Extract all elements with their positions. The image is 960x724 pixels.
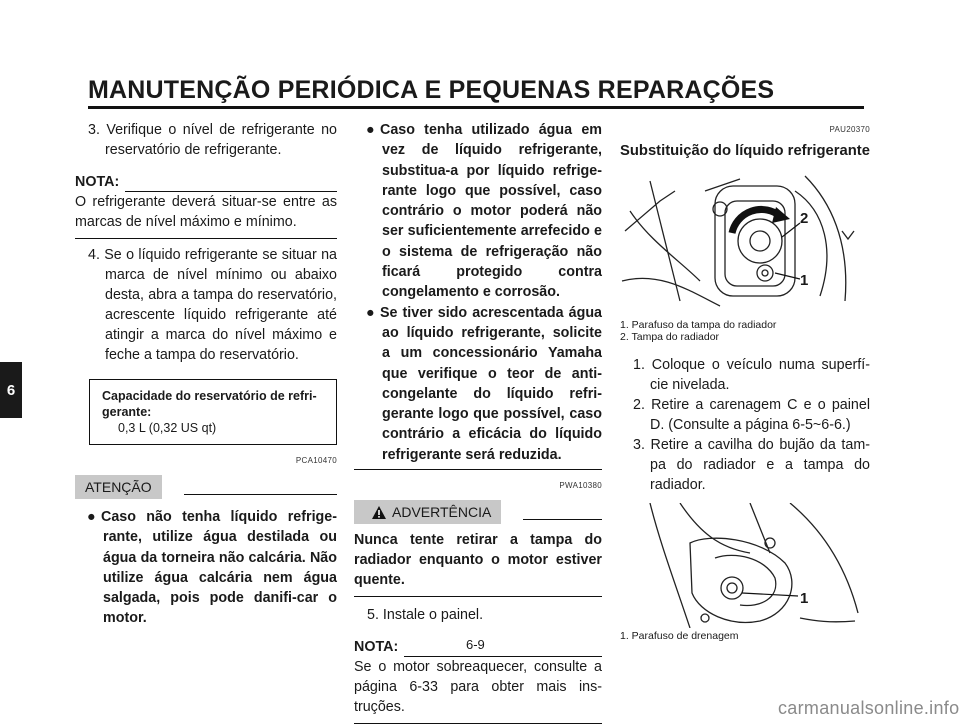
section-title: Substituição do líquido refrigerante: [620, 143, 870, 159]
title-divider: [88, 106, 864, 109]
warning-code: PWA10380: [559, 481, 602, 491]
watermark: carmanualsonline.info: [778, 698, 960, 718]
nota-rule-2: [404, 642, 602, 657]
warning-label: ADVERTÊNCIA: [392, 504, 492, 521]
warning-triangle-icon: [372, 506, 386, 519]
nota-heading: [75, 172, 337, 192]
warning-end-rule: [354, 596, 602, 597]
fig1-caption-1: 1. Parafuso da tampa do radiador: [620, 319, 777, 331]
step-3-text: 3. Verifique o nível de refrigerante no reservatório de refrigerante.: [88, 122, 337, 158]
bullet-2: [354, 303, 602, 465]
spec-box: [89, 379, 337, 445]
nota-text: O refrigerante deverá situar-se entre as marcas de nível máximo e mínimo.: [75, 192, 337, 239]
caution-rule: [184, 480, 337, 495]
warning-rule: [523, 505, 602, 520]
column-3: [620, 120, 870, 642]
warning-heading: [354, 500, 602, 524]
bullet-icon: ●: [366, 304, 375, 321]
step-2-text: 2. Retire a carenagem C e o painel D. (Consulte a página 6-5~6-6.): [633, 397, 870, 433]
caution-end-rule: [354, 469, 602, 470]
step-1-text: 1. Coloque o veículo numa superfí-cie nivelada.: [633, 357, 870, 393]
column-2: [354, 120, 602, 724]
section-code: PAU20370: [829, 125, 870, 134]
spec-value: 0,3 L (0,32 US qt): [118, 421, 217, 435]
fig1-caption-2: 2. Tampa do radiador: [620, 331, 720, 343]
radiator-cap-illustration: [620, 171, 860, 311]
fig1-callout-2: 2: [800, 210, 809, 227]
caution-code: PCA10470: [295, 456, 337, 465]
spec-label: Capacidade do reservatório de refri-gerante:: [102, 389, 317, 419]
caution-label: ATENÇÃO: [85, 479, 152, 495]
radiator-cap-figure: [620, 171, 860, 311]
warning-text: Nunca tente retirar a tampa do radiador enquanto o motor estiver quente.: [354, 532, 602, 589]
fig1-callout-1: 1: [800, 272, 809, 289]
step-4-text: 4. Se o líquido refrigerante se situar na marca de nível mínimo ou abaixo desta, abra a tampa do reservatório, acrescente líquido refrigerante até atingir a marca do nível máximo e feche a tampa do reservatório.: [88, 247, 337, 363]
step-3-text-col3: 3. Retire a cavilha do bujão da tam-pa do radiador e a tampa do radiador.: [633, 437, 870, 493]
bullet-1-text: Caso tenha utilizado água em vez de líquido refrigerante, substitua-a por líquido refrige-rante logo que possível, caso contrário o motor poderá não ser suficientemente arrefecido e o sistema de refrigeração não ficará protegido contra congelamento e corrosão.: [380, 122, 602, 301]
fig2-callout-1: 1: [800, 590, 809, 607]
page-number: 6-9: [466, 637, 485, 652]
bullet-icon: ●: [366, 122, 375, 138]
nota-text-2: Se o motor sobreaquecer, consulte a página 6-33 para obter mais ins-truções.: [354, 657, 602, 724]
nota-rule: [125, 177, 337, 192]
caution-text: Caso não tenha líquido refrige-rante, utilize água destilada ou água da torneira não calcária. Não utilize água calcária nem água salgada, pois pode danifi-car o motor.: [101, 509, 337, 627]
bullet-2-text: Se tiver sido acrescentada água ao líquido refrigerante, solicite a um concessionário Yamaha que verifique o teor de anti-congelante do líquido refri-gerante logo que possível, caso contrário a eficácia do líquido refrigerante será reduzida.: [380, 304, 602, 463]
step-5-text: 5. Instale o painel.: [367, 607, 484, 624]
chapter-tab: 6: [0, 362, 22, 418]
bullet-icon: ●: [87, 509, 96, 525]
bullet-1: [354, 120, 602, 303]
fig2-caption: 1. Parafuso de drenagem: [620, 630, 739, 642]
caution-bullet: [75, 507, 337, 629]
drain-bolt-figure: [620, 503, 860, 628]
caution-badge: [75, 475, 162, 499]
page-title: MANUTENÇÃO PERIÓDICA E PEQUENAS REPARAÇÕES: [88, 76, 775, 104]
warning-badge: [354, 500, 501, 524]
nota-label: NOTA:: [75, 174, 120, 190]
drain-bolt-illustration: [620, 503, 860, 628]
column-1: [75, 120, 337, 629]
caution-heading: [75, 475, 337, 499]
nota-label-2: NOTA:: [354, 639, 399, 656]
